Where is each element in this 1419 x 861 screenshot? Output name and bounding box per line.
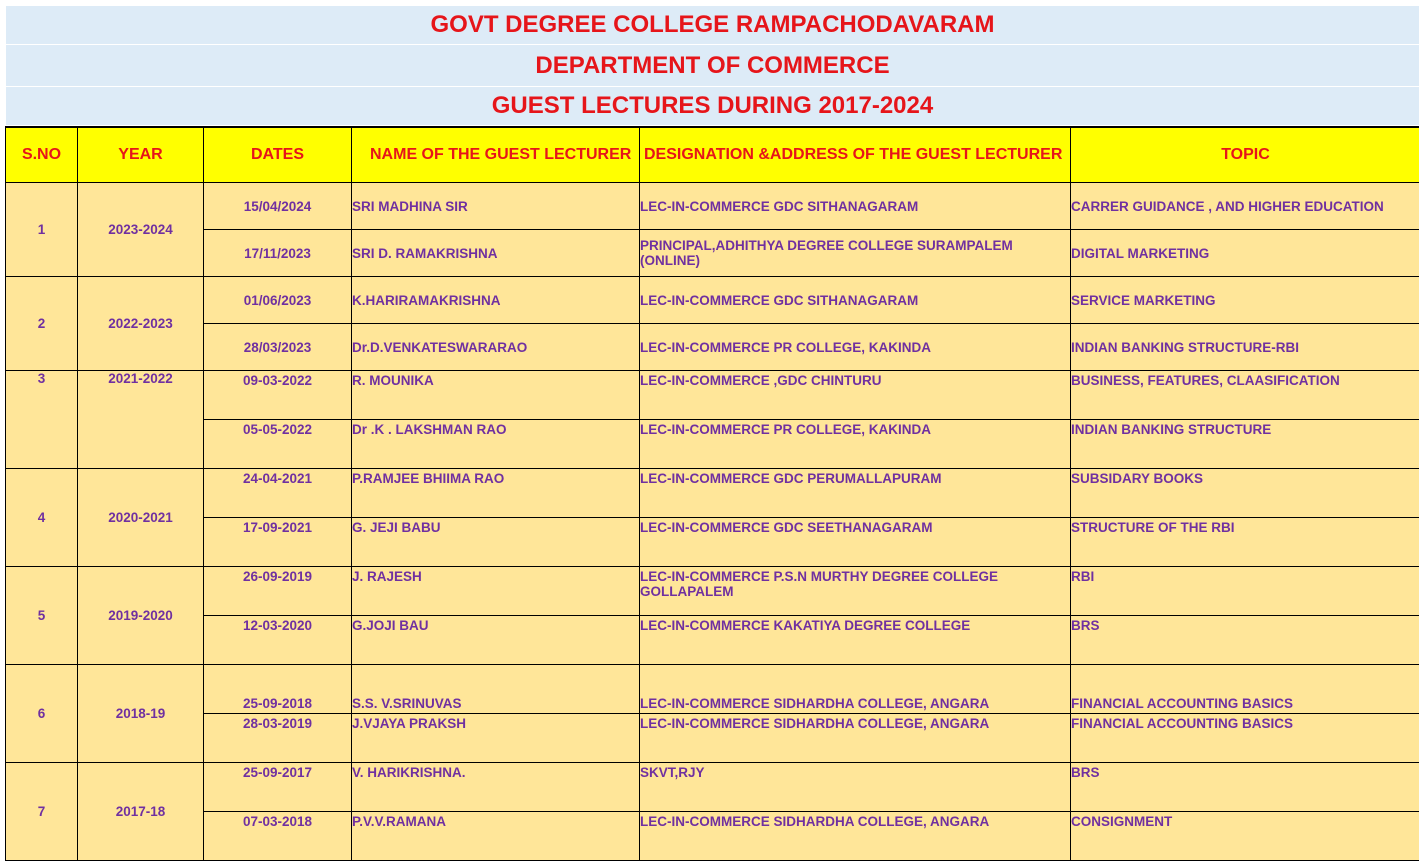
- date-cell: 09-03-2022: [204, 371, 352, 420]
- name-cell: K.HARIRAMAKRISHNA: [352, 277, 640, 324]
- designation-cell: LEC-IN-COMMERCE SIDHARDHA COLLEGE, ANGARA: [640, 714, 1071, 763]
- designation-cell: LEC-IN-COMMERCE GDC SITHANAGARAM: [640, 277, 1071, 324]
- guest-lectures-table: [5, 126, 1419, 861]
- year-cell: 2020-2021: [78, 469, 204, 567]
- topic-cell: RBI: [1071, 567, 1419, 616]
- designation-cell: SKVT,RJY: [640, 763, 1071, 812]
- header-row: [6, 127, 1419, 183]
- topic-cell: BRS: [1071, 616, 1419, 665]
- date-cell: 25-09-2018: [204, 665, 352, 714]
- date-cell: 25-09-2017: [204, 763, 352, 812]
- table-row: [6, 665, 1419, 714]
- designation-cell: LEC-IN-COMMERCE P.S.N MURTHY DEGREE COLLEGE GOLLAPALEM: [640, 567, 1071, 616]
- date-cell: 17/11/2023: [204, 230, 352, 277]
- table-row: [6, 469, 1419, 518]
- sno-cell: 3: [6, 371, 78, 469]
- table-row: [6, 616, 1419, 665]
- report-subtitle: GUEST LECTURES DURING 2017-2024: [6, 87, 1419, 126]
- name-cell: Dr.D.VENKATESWARARAO: [352, 324, 640, 371]
- topic-cell: INDIAN BANKING STRUCTURE: [1071, 420, 1419, 469]
- table-row: [6, 518, 1419, 567]
- designation-cell: LEC-IN-COMMERCE GDC PERUMALLAPURAM: [640, 469, 1071, 518]
- name-cell: S.S. V.SRINUVAS: [352, 665, 640, 714]
- designation-cell: PRINCIPAL,ADHITHYA DEGREE COLLEGE SURAMPALEM (ONLINE): [640, 230, 1071, 277]
- sno-cell: 4: [6, 469, 78, 567]
- topic-cell: STRUCTURE OF THE RBI: [1071, 518, 1419, 567]
- date-cell: 12-03-2020: [204, 616, 352, 665]
- year-cell: 2019-2020: [78, 567, 204, 665]
- year-cell: 2023-2024: [78, 183, 204, 277]
- table-row: [6, 371, 1419, 420]
- name-cell: R. MOUNIKA: [352, 371, 640, 420]
- name-cell: V. HARIKRISHNA.: [352, 763, 640, 812]
- year-cell: 2021-2022: [78, 371, 204, 469]
- name-cell: Dr .K . LAKSHMAN RAO: [352, 420, 640, 469]
- topic-cell: FINANCIAL ACCOUNTING BASICS: [1071, 665, 1419, 714]
- topic-cell: DIGITAL MARKETING: [1071, 230, 1419, 277]
- designation-cell: LEC-IN-COMMERCE KAKATIYA DEGREE COLLEGE: [640, 616, 1071, 665]
- date-cell: 24-04-2021: [204, 469, 352, 518]
- topic-cell: INDIAN BANKING STRUCTURE-RBI: [1071, 324, 1419, 371]
- header-dates: DATES: [204, 127, 352, 183]
- header-name: NAME OF THE GUEST LECTURER: [352, 127, 640, 183]
- date-cell: 01/06/2023: [204, 277, 352, 324]
- table-row: [6, 420, 1419, 469]
- name-cell: P.RAMJEE BHIIMA RAO: [352, 469, 640, 518]
- table-row: [6, 763, 1419, 812]
- name-cell: SRI D. RAMAKRISHNA: [352, 230, 640, 277]
- sno-cell: 6: [6, 665, 78, 763]
- date-cell: 07-03-2018: [204, 812, 352, 861]
- topic-cell: SUBSIDARY BOOKS: [1071, 469, 1419, 518]
- designation-cell: LEC-IN-COMMERCE SIDHARDHA COLLEGE, ANGARA: [640, 665, 1071, 714]
- designation-cell: LEC-IN-COMMERCE SIDHARDHA COLLEGE, ANGARA: [640, 812, 1071, 861]
- header-year: YEAR: [78, 127, 204, 183]
- topic-cell: BRS: [1071, 763, 1419, 812]
- table-row: [6, 183, 1419, 230]
- table-row: [6, 567, 1419, 616]
- name-cell: G. JEJI BABU: [352, 518, 640, 567]
- date-cell: 05-05-2022: [204, 420, 352, 469]
- designation-cell: LEC-IN-COMMERCE PR COLLEGE, KAKINDA: [640, 420, 1071, 469]
- date-cell: 28/03/2023: [204, 324, 352, 371]
- header-topic: TOPIC: [1071, 127, 1419, 183]
- year-cell: 2022-2023: [78, 277, 204, 371]
- topic-cell: BUSINESS, FEATURES, CLAASIFICATION: [1071, 371, 1419, 420]
- designation-cell: LEC-IN-COMMERCE ,GDC CHINTURU: [640, 371, 1071, 420]
- name-cell: P.V.V.RAMANA: [352, 812, 640, 861]
- table-row: [6, 230, 1419, 277]
- sno-cell: 5: [6, 567, 78, 665]
- table-row: [6, 812, 1419, 861]
- sno-cell: 7: [6, 763, 78, 861]
- date-cell: 28-03-2019: [204, 714, 352, 763]
- topic-cell: CARRER GUIDANCE , AND HIGHER EDUCATION: [1071, 183, 1419, 230]
- college-title: GOVT DEGREE COLLEGE RAMPACHODAVARAM: [6, 6, 1419, 45]
- table-row: [6, 324, 1419, 371]
- year-cell: 2018-19: [78, 665, 204, 763]
- sno-cell: 1: [6, 183, 78, 277]
- designation-cell: LEC-IN-COMMERCE GDC SEETHANAGARAM: [640, 518, 1071, 567]
- name-cell: J.VJAYA PRAKSH: [352, 714, 640, 763]
- topic-cell: FINANCIAL ACCOUNTING BASICS: [1071, 714, 1419, 763]
- table-row: [6, 714, 1419, 763]
- topic-cell: SERVICE MARKETING: [1071, 277, 1419, 324]
- topic-cell: CONSIGNMENT: [1071, 812, 1419, 861]
- department-title: DEPARTMENT OF COMMERCE: [6, 45, 1419, 87]
- name-cell: G.JOJI BAU: [352, 616, 640, 665]
- designation-cell: LEC-IN-COMMERCE PR COLLEGE, KAKINDA: [640, 324, 1071, 371]
- date-cell: 15/04/2024: [204, 183, 352, 230]
- sno-cell: 2: [6, 277, 78, 371]
- designation-cell: LEC-IN-COMMERCE GDC SITHANAGARAM: [640, 183, 1071, 230]
- year-cell: 2017-18: [78, 763, 204, 861]
- table-row: [6, 277, 1419, 324]
- name-cell: SRI MADHINA SIR: [352, 183, 640, 230]
- header-designation: DESIGNATION &ADDRESS OF THE GUEST LECTURER: [640, 127, 1071, 183]
- date-cell: 26-09-2019: [204, 567, 352, 616]
- date-cell: 17-09-2021: [204, 518, 352, 567]
- name-cell: J. RAJESH: [352, 567, 640, 616]
- header-sno: S.NO: [6, 127, 78, 183]
